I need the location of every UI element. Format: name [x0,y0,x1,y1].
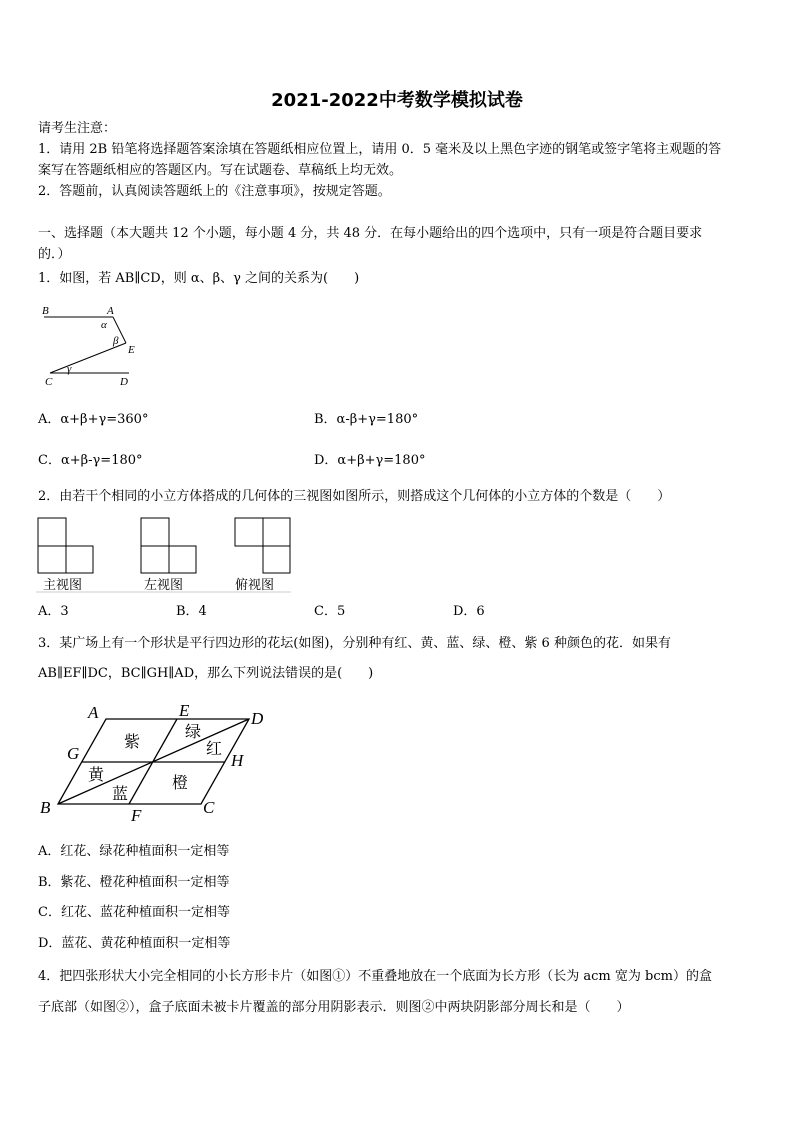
question-1-option-c[interactable]: C．α+β-γ=180° [38,453,143,468]
question-3-option-b[interactable]: B．紫花、橙花种植面积一定相等 [38,875,230,890]
question-3-option-c[interactable]: C．红花、蓝花种植面积一定相等 [38,905,230,920]
label-e: E [128,344,135,356]
label-c: C [203,798,215,817]
label-f: F [131,806,142,825]
question-2-three-views [36,516,296,596]
front-view-caption: 主视图 [43,578,83,593]
question-2-stem: 2．由若干个相同的小立方体搭成的几何体的三视图如图所示，则搭成这个几何体的小立方体的个数是（ ） [38,489,671,504]
question-1-figure [36,302,146,390]
left-view-caption: 左视图 [144,578,184,593]
page-title: 2021-2022中考数学模拟试卷 [271,90,523,111]
label-alpha: α [101,319,107,331]
label-d: D [251,709,264,728]
notice-item-2: 2．答题前，认真阅读答题纸上的《注意事项》，按规定答题。 [38,184,391,199]
question-2-option-c[interactable]: C．5 [314,604,346,619]
question-4-stem-line-1: 4．把四张形状大小完全相同的小长方形卡片（如图①）不重叠地放在一个底面为长方形（长为 acm 宽为 bcm）的盒 [38,969,712,984]
label-g: G [67,744,80,763]
label-a: A [107,305,114,317]
question-1-option-b[interactable]: B．α-β+γ=180° [314,412,419,427]
notice-item-1-line-1: 1．请用 2B 铅笔将选择题答案涂填在答题纸相应位置上，请用 0．5 毫米及以上黑色字迹的钢笔或签字笔将主观题的答 [38,142,722,157]
top-view-caption: 俯视图 [235,578,275,593]
segment-ec [50,343,126,373]
region-orange: 橙 [172,773,189,792]
question-2-option-a[interactable]: A．3 [38,604,69,619]
label-b: B [42,305,49,317]
question-3-stem-line-1: 3．某广场上有一个形状是平行四边形的花坛(如图)，分别种有红、黄、蓝、绿、橙、紫 6 种颜色的花．如果有 [38,636,671,651]
label-e: E [179,701,190,720]
section-heading-line-1: 一、选择题（本大题共 12 个小题，每小题 4 分，共 48 分．在每小题给出的四个选项中，只有一项是符合题目要求 [38,226,703,241]
region-green: 绿 [185,722,202,741]
question-3-option-a[interactable]: A．红花、绿花种植面积一定相等 [38,844,230,859]
question-3-option-d[interactable]: D．蓝花、黄花种植面积一定相等 [38,936,231,951]
label-gamma: γ [67,363,72,375]
section-heading-line-2: 的．） [38,247,71,262]
top-view [235,518,290,573]
region-purple: 紫 [124,732,141,751]
label-h: H [231,751,244,770]
notice-heading: 请考生注意： [38,121,117,136]
notice-item-1-line-2: 案写在答题纸相应的答题区内。写在试题卷、草稿纸上均无效。 [38,163,403,178]
region-red: 红 [206,739,223,758]
question-1-stem: 1．如图，若 AB∥CD，则 α、β、γ 之间的关系为( ) [38,271,360,286]
label-c: C [45,376,53,388]
label-beta: β [113,335,119,347]
label-b: B [40,798,51,817]
question-1-option-a[interactable]: A．α+β+γ=360° [38,412,149,427]
region-yellow: 黄 [88,765,105,784]
question-3-figure [36,700,286,828]
question-3-stem-line-2: AB∥EF∥DC，BC∥GH∥AD，那么下列说法错误的是( ) [38,666,374,681]
question-2-option-d[interactable]: D．6 [453,604,485,619]
question-2-option-b[interactable]: B．4 [176,604,207,619]
region-blue: 蓝 [112,784,129,803]
question-1-option-d[interactable]: D．α+β+γ=180° [314,453,426,468]
question-4-stem-line-2: 子底部（如图②），盒子底面未被卡片覆盖的部分用阴影表示．则图②中两块阴影部分周长和是（ ） [38,1000,630,1015]
label-a: A [88,703,99,722]
front-view [38,518,93,573]
left-view [141,518,196,573]
label-d: D [120,376,128,388]
